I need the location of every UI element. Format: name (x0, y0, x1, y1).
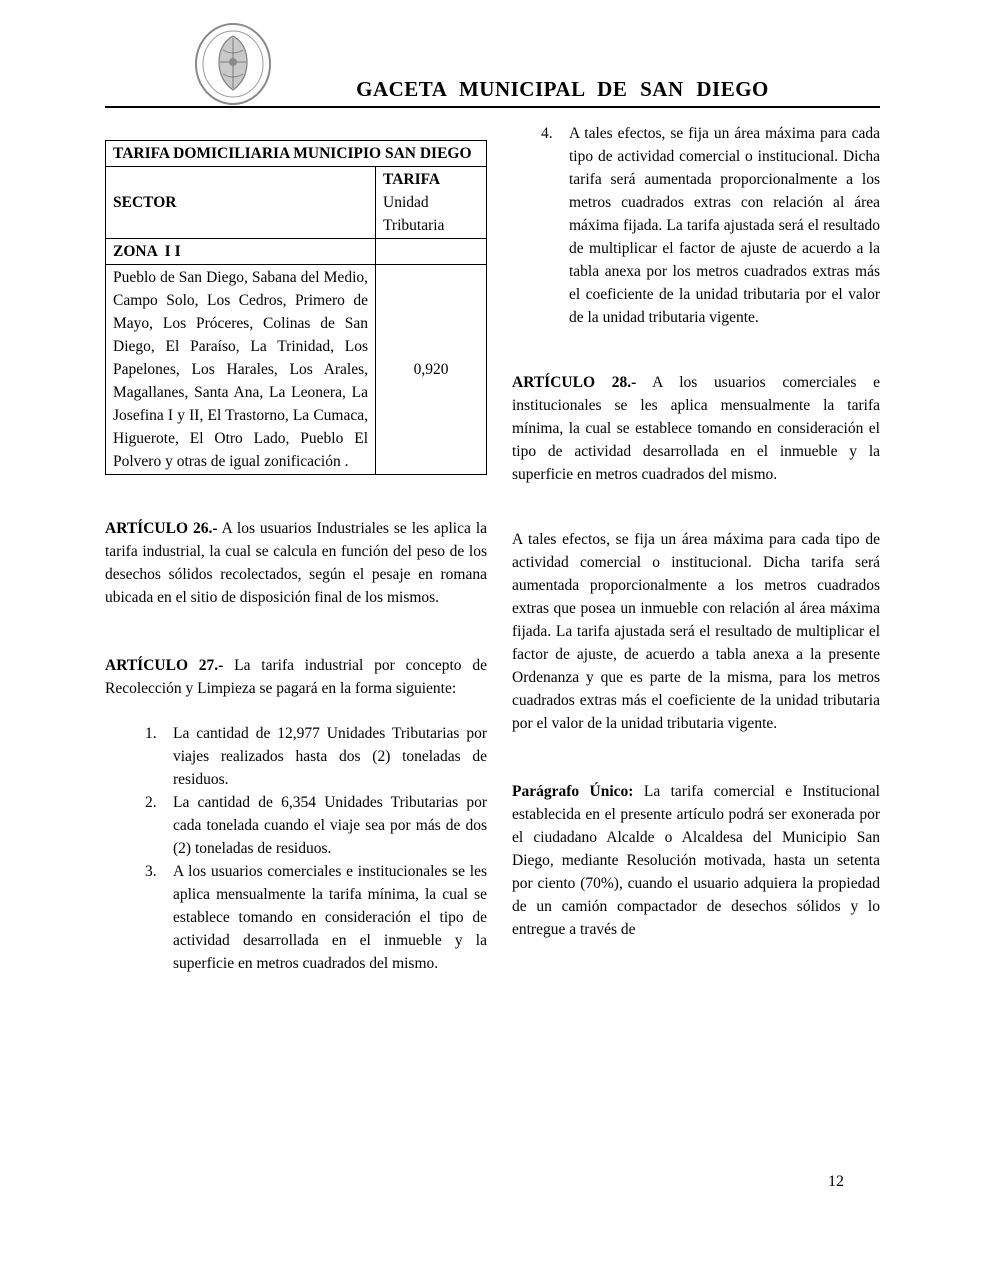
table-row (106, 265, 487, 475)
articulo-28 (512, 371, 880, 486)
list-item (541, 122, 880, 329)
table-row (106, 239, 487, 265)
articulo-26-label: ARTÍCULO 26.- (105, 520, 218, 537)
list-item-number: 4. (541, 125, 553, 142)
column-header-sector: SECTOR (106, 167, 376, 239)
list-item-number: 1. (145, 725, 157, 742)
list-item-text: La cantidad de 6,354 Unidades Tributarias por cada tonelada cuando el viaje sea por más de dos (2) toneladas de residuos. (173, 794, 487, 857)
paragrafo-unico (512, 780, 880, 941)
table-title: TARIFA DOMICILIARIA MUNICIPIO SAN DIEGO (106, 141, 487, 167)
articulo-28-paragraph-2: A tales efectos, se fija un área máxima para cada tipo de actividad comercial o institucional. Dicha tarifa será aumentada proporcionalmente a los metros cuadrados extras que posea un inmueble con relación al área máxima fijada. La tarifa ajustada será el resultado de multiplicar el factor de ajuste, de acuerdo a tabla anexa a la presente Ordenanza y que es parte de la misma, para los metros cuadrados extras más el coeficiente de la unidad tributaria por el valor de la unidad tributaria vigente. (512, 531, 880, 732)
list-item (145, 860, 487, 975)
zona-value-cell (376, 239, 487, 265)
articulo-27 (105, 654, 487, 700)
table-row (106, 141, 487, 167)
tarifa-header-bold: TARIFA (383, 171, 441, 188)
articulo-26 (105, 517, 487, 609)
column-header-tarifa (376, 167, 487, 239)
articulo-26-text: A los usuarios Industriales se les aplica la tarifa industrial, la cual se calcula en función del peso de los desechos sólidos recolectados, según el pesaje en romana ubicada en el sitio de disposición final de los mismos. (105, 520, 488, 606)
list-item-text: La cantidad de 12,977 Unidades Tributarias por viajes realizados hasta dos (2) toneladas de residuos. (173, 725, 487, 788)
header-rule (105, 106, 880, 108)
list-item-number: 3. (145, 863, 157, 880)
gazette-title: GACETA MUNICIPAL DE SAN DIEGO (356, 77, 769, 101)
articulo-28-label: ARTÍCULO 28.- (512, 374, 637, 391)
list-item (145, 722, 487, 791)
zona-cell: ZONA I I (106, 239, 376, 265)
tarifa-header-sub: Unidad Tributaria (383, 194, 445, 234)
list-item-text: A los usuarios comerciales e institucionales se les aplica mensualmente la tarifa mínima, la cual se establece tomando en consideración el tipo de actividad desarrollada en el inmueble y la superficie en metros cuadrados del mismo. (173, 863, 487, 972)
page-number: 12 (828, 1173, 844, 1190)
sector-list-cell: Pueblo de San Diego, Sabana del Medio, Campo Solo, Los Cedros, Primero de Mayo, Los Próceres, Colinas de San Diego, El Paraíso, La Trinidad, Los Papelones, Los Harales, Los Arales, Magallanes, Santa Ana, La Leonera, La Josefina I y II, El Trastorno, La Cumaca, Higuerote, El Otro Lado, Pueblo El Polvero y otras de igual zonificación . (106, 265, 376, 475)
right-column (512, 122, 880, 957)
list-item (145, 791, 487, 860)
list-item-text: A tales efectos, se fija un área máxima para cada tipo de actividad comercial o institucional. Dicha tarifa será aumentada proporcionalmente a los metros cuadrados extras con relación al área máxima fijada. La tarifa ajustada será el resultado de multiplicar el factor de ajuste de acuerdo a la tabla anexa por los metros cuadrados extras más el coeficiente de la unidad tributaria por el valor de la unidad tributaria vigente. (569, 125, 880, 326)
articulo-28-text: A los usuarios comerciales e institucionales se les aplica mensualmente la tarifa mínima, la cual se establece tomando en consideración el tipo de actividad desarrollada en el inmueble y la superficie en metros cuadrados del mismo. (512, 374, 881, 483)
paragrafo-unico-text: La tarifa comercial e Institucional establecida en el presente artículo podrá ser exonerada por el ciudadano Alcalde o Alcaldesa del Municipio San Diego, mediante Resolución motivada, hasta un setenta por ciento (70%), cuando el usuario adquiera la propiedad de un camión compactador de desechos sólidos y lo entregue a través de (512, 783, 880, 938)
left-column (105, 140, 487, 975)
tarifa-value-cell: 0,920 (376, 265, 487, 475)
articulo-27-text: La tarifa industrial por concepto de Recolección y Limpieza se pagará en la forma siguiente: (105, 657, 487, 697)
table-row (106, 167, 487, 239)
paragrafo-unico-label: Parágrafo Único: (512, 783, 634, 800)
articulo-27-label: ARTÍCULO 27.- (105, 657, 224, 674)
list-item-number: 2. (145, 794, 157, 811)
tarifa-table (105, 140, 487, 475)
numbered-list (105, 722, 487, 975)
